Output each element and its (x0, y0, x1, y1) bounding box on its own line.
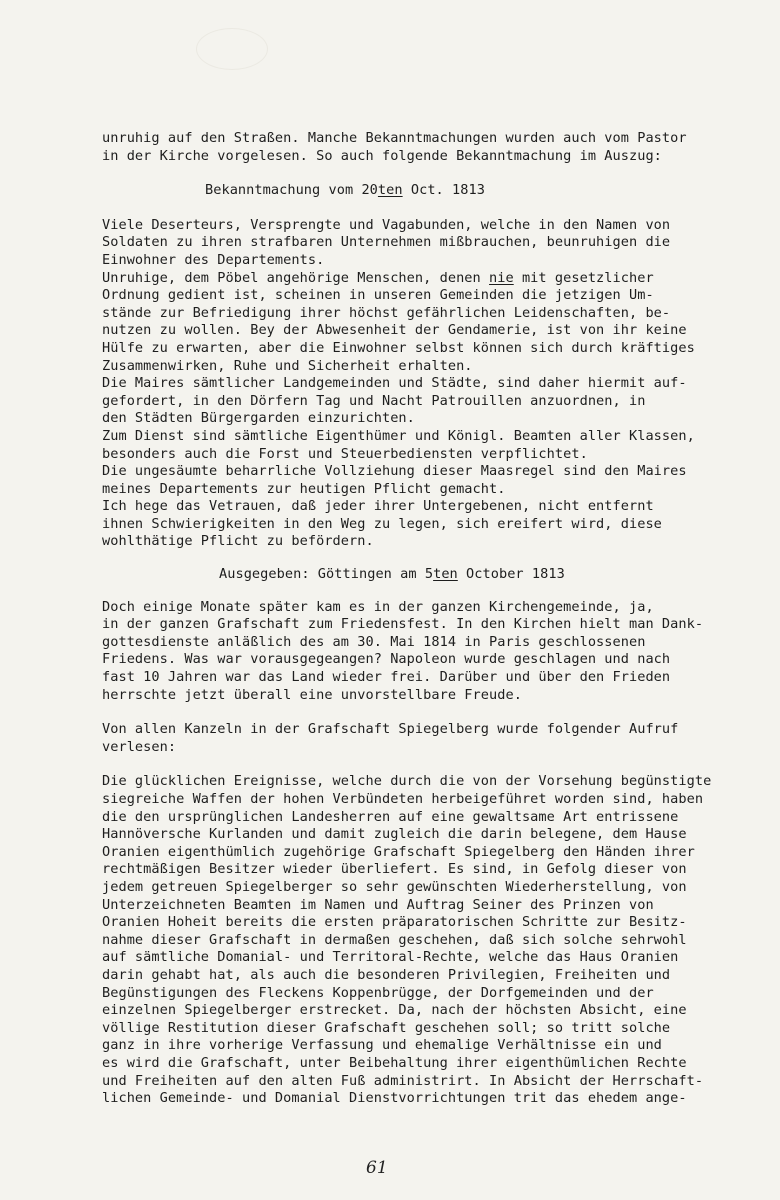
text-line: Zum Dienst sind sämtliche Eigenthümer und Königl. Beamten aller Klassen, (102, 427, 695, 444)
text-line: Soldaten zu ihren strafbaren Unternehmen mißbrauchen, beunruhigen die (102, 234, 671, 251)
paragraph-pulpit (102, 721, 742, 756)
text-line: jedem getreuen Spiegelberger so sehr gewünschten Wiederherstellung, von (102, 878, 687, 895)
text-line: verlesen: (102, 738, 177, 755)
text-line: in der Kirche vorgelesen. So auch folgende Bekanntmachung im Auszug: (102, 147, 662, 164)
text-line: Einwohner des Departements. (102, 251, 325, 268)
text-line: in der ganzen Grafschaft zum Friedensfest. In den Kirchen hielt man Dank- (102, 616, 704, 633)
text-line: nutzen zu wollen. Bey der Abwesenheit der Gendamerie, ist von ihr keine (102, 322, 687, 339)
text-line: ganz in ihre vorherige Verfassung und ehemalige Verhältnisse ein und (102, 1037, 662, 1054)
text-line: Doch einige Monate später kam es in der ganzen Kirchengemeinde, ja, (102, 598, 654, 615)
text-line: den Städten Bürgergarden einzurichten. (102, 410, 415, 427)
decree-text (102, 217, 742, 551)
text-line: unruhig auf den Straßen. Manche Bekanntmachungen wurden auch vom Pastor (102, 130, 687, 146)
text-line: nahme dieser Grafschaft in dermaßen geschehen, daß sich solche sehrwohl (102, 931, 687, 948)
text-line: die den ursprünglichen Landesherren auf eine gewaltsame Art entrissene (102, 808, 679, 825)
text-line: herrschte jetzt überall eine unvorstellbare Freude. (102, 686, 522, 703)
text-line: rechtmäßigen Besitzer wieder überliefert. Es sind, in Gefolg dieser von (102, 861, 687, 878)
text-line: meines Departements zur heutigen Pflicht gemacht. (102, 480, 506, 497)
text-line: wohlthätige Pflicht zu befördern. (102, 533, 374, 550)
text-line: Ordnung gedient ist, scheinen in unseren Gemeinden die jetzigen Um- (102, 287, 654, 304)
text-line: völlige Restitution dieser Grafschaft geschehen soll; so tritt solche (102, 1019, 671, 1036)
text-line: auf sämtliche Domanial- und Territoral-Rechte, welche das Haus Oranien (102, 949, 679, 966)
text-line: gottesdienste anläßlich des am 30. Mai 1814 in Paris geschlossenen (102, 633, 646, 650)
decree-heading: Bekanntmachung vom 20ten Oct. 1813 (205, 182, 485, 199)
text-line: Ich hege das Vetrauen, daß jeder ihrer Untergebenen, nicht entfernt (102, 498, 654, 515)
text-line: und Freiheiten auf den alten Fuß administrirt. In Absicht der Herrschaft- (102, 1072, 704, 1089)
text-line: gefordert, in den Dörfern Tag und Nacht Patrouillen anzuordnen, in (102, 392, 646, 409)
text-line: stände zur Befriedigung ihrer höchst gefährlichen Leidenschaften, be- (102, 304, 671, 321)
text-line: darin gehabt hat, als auch die besonderen Privilegien, Freiheiten und (102, 966, 671, 983)
text-line: Begünstigungen des Fleckens Koppenbrügge, der Dorfgemeinden und der (102, 984, 654, 1001)
text-line: Oranien Hoheit bereits die ersten präparatorischen Schritte zur Besitz- (102, 914, 687, 931)
background-watermark (196, 28, 268, 70)
text-line: Hülfe zu erwarten, aber die Einwohner selbst können sich durch kräftiges (102, 339, 695, 356)
text-line: Die Maires sämtlicher Landgemeinden und Städte, sind daher hiermit auf- (102, 375, 687, 392)
text-line: besonders auch die Forst und Steuerbediensten verpflichtet. (102, 445, 588, 462)
text-line: Viele Deserteurs, Versprengte und Vagabunden, welche in den Namen von (102, 216, 671, 233)
text-line: Friedens. Was war vorausgegeangen? Napoleon wurde geschlagen und nach (102, 651, 671, 668)
document-page (102, 130, 742, 1108)
text-line: Oranien eigenthümlich zugehörige Grafschaft Spiegelberg den Händen ihrer (102, 843, 695, 860)
text-line: Die glücklichen Ereignisse, welche durch die von der Vorsehung begünstigte (102, 773, 712, 790)
text-line: ihnen Schwierigkeiten in den Weg zu legen, sich ereifert wird, diese (102, 515, 662, 532)
text-line: Zusammenwirken, Ruhe und Sicherheit erhalten. (102, 357, 473, 374)
paragraph-intro (102, 130, 742, 165)
text-line: Unterzeichneten Beamten im Namen und Auftrag Seiner des Prinzen von (102, 896, 654, 913)
paragraph-proclamation (102, 773, 742, 1107)
text-line: Unruhige, dem Pöbel angehörige Menschen, denen nie mit gesetzlicher (102, 269, 654, 286)
text-line: fast 10 Jahren war das Land wieder frei. Darüber und über den Frieden (102, 669, 671, 686)
text-line: Hannöversche Kurlanden und damit zugleich die darin belegene, dem Hause (102, 826, 687, 843)
issued-heading: Ausgegeben: Göttingen am 5ten October 1813 (219, 566, 565, 583)
text-line: einzelnen Spiegelberger erstrecket. Da, nach der höchsten Absicht, eine (102, 1002, 687, 1019)
text-line: Die ungesäumte beharrliche Vollziehung dieser Maasregel sind den Maires (102, 463, 687, 480)
text-line: Von allen Kanzeln in der Grafschaft Spiegelberg wurde folgender Aufruf (102, 721, 679, 738)
page-number: 61 (366, 1158, 388, 1178)
text-line: siegreiche Waffen der hohen Verbündeten herbeigeführet worden sind, haben (102, 791, 704, 807)
text-line: es wird die Grafschaft, unter Beibehaltung ihrer eigenthümlichen Rechte (102, 1054, 687, 1071)
text-line: lichen Gemeinde- und Domanial Dienstvorrichtungen trit das ehedem ange- (102, 1090, 687, 1107)
paragraph-peace (102, 599, 742, 705)
